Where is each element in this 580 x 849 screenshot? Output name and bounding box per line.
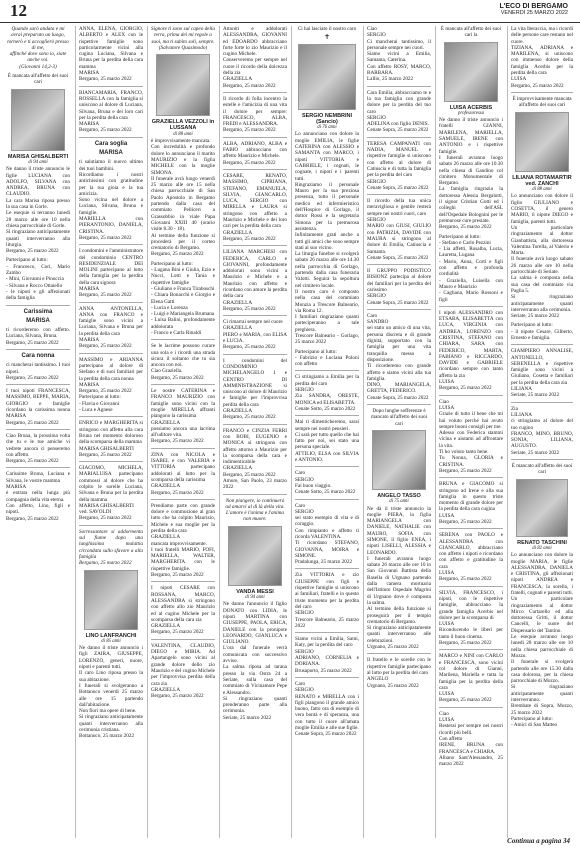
intro-text: È mancata all'affetto dei suoi cari la (440, 26, 503, 39)
deceased-age: di 85 anni (101, 638, 121, 644)
column-3 (147, 26, 215, 838)
deceased-role: professoressa (457, 110, 485, 116)
column-1 (6, 26, 70, 838)
partecipano-list: Partecipano al lutto: - Amici di San Matteo (511, 715, 558, 729)
divider (151, 639, 215, 640)
notice-text: ci mancherai tantissimo. I tuoi nipoti. Bergamo, 25 marzo 2022 (6, 362, 70, 381)
notice-text: Cara Emilia, abbracciamo te e la tua famiglia con grande dolore per la perdita del tuo caro SERGIO ADELINA con figlio DENIS. Cenate Sopra, 25 marzo 2022 (367, 89, 431, 134)
divider (223, 245, 287, 246)
notice-heading: Carissima (23, 308, 53, 315)
divider (511, 402, 573, 403)
divider (223, 137, 287, 138)
obituary-body: Lo annunciano con dolore il figlio GIULIANO e COSETTA, il genero MARIO, il nipote DIEGO e famiglia, parenti tutti. Un particolare ringraziamento al dottor Gianbattista, alla dottoressa Valentina Torella, al Valerio e Marta. Il funerale avrà luogo sabato 26 marzo alle ore 10 nella parrocchiale di Seriate. La salma è composta nella sua casa del commiato via Paglia 5. Si ringraziano anticipatamente quanti interverranno alla cerimonia. Seriate, 25 marzo 2022 (511, 193, 573, 320)
quote: Signore ti sono sul capeo della terra, prima dei mi regole a suoi, ma ti subito soli, sempre. (Salvatore Quasimodo) (151, 26, 215, 51)
divider (151, 499, 215, 500)
partecipano-list: Partecipano al lutto: - Francesco, Cori, Mario Zambo - Mini, Giovanni e Pinuccia - Silvana e Rocco Ottaiello - le nipoti e gli affezionati della famiglia (6, 257, 70, 302)
notice-text: Sorressantare si addormenta sul fiume dopo una lunghissima malattia circondata sullo sfavore a alla famiglia Bergamo, 25 marzo 2022 (79, 528, 143, 567)
notice-text: Attoniti e addolorati ALESSANDRA, GIOVANNI ed EDOARDO abbracciano forte forte lo zio Maurizio e il cugino Michele. Conserveremo per sempre nel cuore il ricordo della dolcezza della zia GRAZIELLA Bergamo, 25 marzo 2022 (223, 26, 287, 89)
intro-text: Dopo lunghe sofferenze è mancato all'affetto dei suoi cari (370, 408, 429, 427)
deceased-age: di 75 anni (389, 499, 409, 505)
notice-text: TERESA CAMPANATI con NADIA, MANUEL e rispettive famiglie si uniscono con affetto al dolore di Catiuscia e di tutta la famiglia per la perdita del caro SERGIO Cenate Sopra, 25 marzo 2022 (367, 140, 431, 191)
intro-text: È mancata all'affetto dei suoi cari (7, 73, 70, 86)
obituary-body: è improvvisamente mancata. Con incredulità e profondo dolore lo annunciano il marito MAURIZIO e la figlia MICHELE con la moglie SIMONA. Il funerale avrà luogo venerdì 25 marzo alle ore 15 nella chiesa parrocchiale di San Paolo Apostolo in Bergamo partendo dalla casa del commiato Pelliceri a Grassobbio in viale Papa Giovanni XXIII 40 (orario visite 8.30 - 18). Al termine della funzione si procederà per il corteo crematorio di Bergamo. Bergamo, 25 marzo 2022 (151, 138, 215, 258)
divider (6, 305, 70, 306)
portrait-photo (515, 112, 569, 172)
notice-text: ANNA ANTONELLA, ANNA con FRANCO e famiglie sono vicini a Luciana, Silvana e Bruna per la perdita della cara MARISA Bergamo, 25 marzo 2022 (79, 305, 143, 350)
notice-text: Riconducendo le liberi per tanto il buon cinema. Bergamo, 25 marzo 2022 (439, 627, 503, 647)
notice-text: Caro SERGIO Fai buon viaggio. Cenate Sotto, 25 marzo 2022 (295, 470, 356, 496)
obituary-body: Ne dà il triste annuncio la moglie PIERA, la figlia MARIANGELA con DANIELE, NATHALIE con MAURO, SOFIA con SIMONE, il figlio ENEA, i nipoti LISELLI, ALESSIA e LEONARDO. I funerali avranno luogo sabato 26 marzo alle ore 10 in San Giovanni Battista della Basella di Urgnano partendo dalla camera mortuaria dell'Istituto Ospedale Magrini di Urgnano dove è composta la salma. Al termine della funzione si proseguirà per il tempio crematorio di Bergamo. Si ringraziano anticipatamente quanti interverranno alle celebrazioni. Urgnano, 25 marzo 2022 (367, 505, 431, 651)
notice-text: LILIANA MARCHESI con FEDERICA, CARLO e GIOVANNI, profondamente addolorati sono vicini a Maurizio e Michele e a Maurizio con affetto e ricordano con amore la perdita della cara GRAZIELLA Bergamo, 25 marzo 2022 (223, 249, 287, 312)
divider (295, 677, 359, 678)
column-5 (291, 26, 359, 838)
notice-text: Ciao LUISA Grazie di tutto il bene che mi hai voluto perché hai avuto sempre buoni consigli per me. Adesso con Federica stammi vicina e aiutami ad affrontare la vita. Ti ho voluto tanto bene. Tu Nonna, GLORIA e CRISTINA. Bergamo, 25 marzo 2022 (439, 398, 503, 474)
deceased-name: LUISA ACERBIS (449, 104, 493, 111)
column-2 (75, 26, 143, 838)
obituary-body: Lo annunciano con dolore la moglie EMILIA, le figlie CATERINA con ALESSIO e SAMANTA con MARCO, i nipoti VITTORIA e GABRIELE, i cognati, le cognate, i nipoti e i parenti tutti. Ringraziamo il personale Mauro per la sua preziosa presenza, tutto il personale medico ed infermieristico dell'Hospice di Gorlago, il dottor Rossi e la segretaria Simona per la premurosa assistenza. Infinitamente grati anche a tutti gli amici che sono sempre stati al suo vicino. La liturgia funebre si svolgerà sabato 26 marzo alle ore 14.30 nella parrocchia di Gorlago, partendo dalla casa funeraria Valotti. Seguirà la sepoltura nel cimitero locale. Il nostro caro è composto nella casa del commiato Monzia a Trescore Balneario, via Roma 12. I familiari ringraziano quanti parteciperanno a tale preghiera. Trescore Balneario - Gorlago, 25 marzo 2022 (295, 131, 359, 346)
column-4 (219, 26, 287, 838)
divider (295, 632, 359, 633)
masthead-title: L'ECO DI BERGAMO (499, 3, 568, 10)
partecipano-list: Partecipano al lutto: - Stefano e Carlo Pezzini - Lia affetti, Rosalba, Lucia, Lauretta, Lugana - Mario, Anna, Corti e figli con affetto e profonda cordialità - Graziella, Luisella con Mauro e Maurizio - Cagliana, Mario Rossoni e figli (439, 233, 503, 303)
intro-text: Ci hai lasciato il nostro caro (297, 26, 357, 32)
divider (79, 461, 143, 462)
notice-text: Ciao SERGIO Ci mancherai tantissimo, il personale sempre nei cuori. Siamo vicini a Emilia, Samanta, Caterina. Con affetto ROSY, MARCO, BARBARA. Lallio, 25 marzo 2022 (367, 26, 431, 83)
notice-text: Ci rimarrai sempre nel cuore GRAZIELLA PIERO e MARIA, con ELISA e LUCIA. Bergamo, 25 marzo 2022 (223, 319, 287, 351)
page-header (0, 0, 580, 23)
divider (439, 395, 503, 396)
obituary-body: Ne danno il triste annuncio i figli ZAIRA, GIUSEPPE, LORENZO, generi, nuore, nipoti e parenti tutti. Il caro Lino riposa presso la sua abitazione. I funerali si svolgeranno a Bottanuco venerdì 25 marzo alle ore 15 partendo dall'abitazione. Non fiori ma opere di bene. Si ringraziano anticipatamente quanti interverranno alla cerimonia cristiana. Bottanuco, 25 marzo 2022 (79, 645, 143, 740)
divider (223, 315, 287, 316)
divider (79, 137, 143, 138)
notice-text: Caro SERGIO RENATO e MIRELLA con i figli piangono il grande amico buono, fatto ora di esempio di vera bontà e di speranza, una con tutto il cuore all'amata moglie Emilia e alle sue figlie. Cenate Sopra, 25 marzo 2022 (295, 680, 359, 738)
divider (295, 370, 359, 371)
deceased-age: di 94 anni (245, 595, 265, 601)
partecipano-list: Partecipano al lutto: - il nipote Cesare, Gilberto, Ernesto e famiglia. (511, 322, 573, 341)
deceased-name: LINO LANFRANCHI (85, 632, 137, 639)
divider (439, 586, 503, 587)
notice-text: Siamo vicini a Emilia, Sami, Katy, per la perdita del caro SERGIO ADRIANO, CORNELIA e DORIANA. Brusaporto, 25 marzo 2022 (295, 636, 359, 674)
divider (367, 264, 431, 265)
obituary-body: Lo annunciano con dolore la moglie MARIA, le figlie ALESSANDRA, DANIELA e CRISTINA, gli affezionati nipoti ANDREA e FRANCESCA, la sorella, i fratelli, cognati e parenti tutti. Un particolare ringraziamento al dottor Mirco Curtarello ed alla dottoressa Gritti, il dottor Cancelli, le suore del Dispensario del Tantino. Le esequie avranno luogo lunedì 28 marzo alle ore 10 nella chiesa parrocchiale di Mozzo. Il funerale si svolgerà partendo alle ore 15.30 dalla casa dolorosa, per la chiesa parrocchiale di Mozzo. Si ringraziano anticipatamente quanti interverranno. Brembate di Sopra, Mozzo, 25 marzo 2022 (511, 552, 573, 716)
notice-text: Il fratello e le sorelle con le rispettive famiglie partecipano al lutto per la perdita del caro ANGELO Urgnano, 25 marzo 2022 (367, 657, 431, 689)
divider (295, 499, 359, 500)
divider (367, 194, 431, 195)
divider (439, 707, 503, 708)
portrait-photo (228, 526, 282, 586)
quote: Quando sarò andata e mi avrai preparato un luogo, tornerò e ti accoglierò presso di me, affinché dove sono io, siate anche voi. (Giovanni 14,2-3) (7, 26, 69, 70)
notice-text: SERENA con PAOLO e ALESSANDRA con GIANCARLO, abbracciano con affetto i nipoti e ricordano con affetto e gratitudine la cara LUISA Bergamo, 25 marzo 2022 (439, 532, 503, 583)
masthead-date: VENERDÌ 25 MARZO 2022 (500, 10, 568, 16)
deceased-name: GRAZIELLA VEZZOLI in LUSSANA (151, 119, 215, 132)
notice-text: ANNA, ELENA, GIORGIO, ALBERTO e ALEX con le rispettive famiglie sono particolarmente vicini alla cugina Luciana, Silvana e Bruna per la perdita della cara mamma MARISA Bergamo, 25 marzo 2022 (79, 26, 143, 83)
portrait-photo (84, 570, 138, 630)
divider (367, 86, 431, 87)
notice-text: Ciao LUISA Resterai per sempre nei nostri ricordi più belli. Con affetto IRENE, BRUNA con FRANCESCA e CHIARA. Albano Sant'Alessandro, 25 marzo 2022 (439, 710, 503, 768)
divider (511, 92, 573, 93)
divider (223, 169, 287, 170)
divider (79, 302, 143, 303)
notice-text: Ci stringiamo a Emilia per la perdita del caro SERGIO Zia SANDRA, ORESTE, MONICA ed ELISABETTA. Cenate Sotto, 25 marzo 2022 (295, 374, 359, 412)
partecipano-list: Partecipano al lutto: - Fabrizio e Luciana Poloni con affetto (295, 348, 359, 368)
notice-text: ALBA, ADRIANO, ALBA e FABIO abbracciano con affetto Maurizio e Michele. Bergamo, 25 marzo 2022 (223, 140, 287, 166)
notice-text: FRANCO e CINZIA FERRI con BOBI, EUGENIO e MONICA si stringono con affetto attorno a Maurizio per la scomparsa della cara e indimenticabile GRAZIELLA Bergamo, 25 marzo 2022 (223, 427, 287, 478)
notice-text: Carissime Bruna, Luciana e Silvana, le vostre mamma MARISA è entrata nella lunga più compagnia della vita eterna. Con affetto, Lino, figli e nipoti. Bergamo, 25 marzo 2022 (6, 471, 70, 522)
divider (223, 494, 287, 495)
divider (151, 581, 215, 582)
portrait-photo (11, 89, 65, 151)
notice-text: Il ricordo di folla incentro la estelle e l'amicizia di una vita il dolore per sempre: FRANCESCO, ALBA, FREDI e ALESSANDRA. Bergamo, 25 marzo 2022 (223, 95, 287, 134)
divider (367, 309, 431, 310)
obituary-body: Ne danno il triste annuncio le figlie LUCIANA con ADOLFO, SILVANA con ANDREA, BRUNA con CLAUDIO. La cara Marisa riposa presso la sua casa in Gorle. Le esequie si terranno lunedì 28 marzo alle ore 10 nella chiesa parrocchiale di Gorle. Si ringraziano anticipatamente quanti interverranno alla liturgia. Bergamo, 25 marzo 2022 (6, 166, 70, 255)
divider (223, 92, 287, 93)
divider (79, 86, 143, 87)
notice-text: Zia VITTORIA e zio GIUSEPPE con figli e rispettive famiglie si uniscono ai familiari, fratelli e in questo triste momento per la perdita del caro SERGIO Trescore Balneario, 25 marzo 2022 (295, 572, 359, 629)
divider (511, 459, 573, 460)
notice-text: GIACOMO, MICHELA, MARIALUISA partecipano commossi al dolore che ha colpito le sorelle Luciana, Silvana e Bruna per la perdita della mamma MARISA GHISALBERTI ved. SAVOLDI Bergamo, 25 marzo 2022 (79, 465, 143, 522)
deceased-age: di 88 anni (173, 131, 193, 137)
notice-text: Il ricordo della tua unica meravigliosa e gentile resterà sempre nei nostri cuori, caro SERGIO MARIO con GIUSI, GIULIO con PATRIZIA, DAVIDE con MAURA si stringono al dolore di Emilia, Catiuscia e Samanta. Cenate Sopra, 25 marzo 2022 (367, 198, 431, 261)
notice-text: GIAMPIERO ANNALISE, ANTONELLO, SERENELLA e rispettive famiglie sono vicini a Giuliano, Cosetta e familiari per la perdita della cara zia LILIANA Seriate, 25 marzo 2022 (511, 348, 573, 399)
deceased-age: di 82 anni (532, 545, 552, 551)
notice-text: CESARE, RENATO, MASSIMO, CIPRIANA, STEFANO, EMANUELA, SILVIA, GIANCARLO, LUCA, SERGIO con MIRELLA e LAURA si stringono con affetto a Maurizio e Michele e dei loro cari per la perdita della cara GRAZIELLA Bergamo, 25 marzo 2022 (223, 172, 287, 242)
intro-text: È improvvisamente mancata all'affetto dei suoi cari (512, 95, 573, 109)
divider (79, 353, 143, 354)
notice-text: VALENTINA, CLAUDIO, DIEGO e MIRIA. Ad Apartangelo sono vicini al grande dolore dello zio Maurizio e del cugino Michele per l'improvvisa perdita della cara zia GRAZIELLA Bergamo, 25 marzo 2022 (151, 642, 215, 700)
notice-text: I nipoti CESARE con ROSSANA, MARCO, ALESSANDRA si stringono con affetto allo zio Maurizio ed al cugino Michele per la scomparsa della cara zia GRAZIELLA Bergamo, 25 marzo 2022 (151, 585, 215, 636)
divider (151, 448, 215, 449)
partecipano-list: Partecipano al lutto: - Flavia e Giovanni - Luca e Agnese (79, 394, 121, 414)
notice-text: Zia LILIANA ci stringiamo al dolore del tuo cugino FRANCO, MINO, BRUNO, SONIA, LILIANA, AUGUSTO. Seriate, 25 marzo 2022 (511, 405, 573, 456)
intro-text: È mancato all'affetto dei suoi cari (511, 463, 574, 476)
portrait-photo (156, 54, 210, 116)
divider (6, 349, 70, 350)
divider (151, 384, 215, 385)
notice-text: ZINA con NICOLA e ISABEL e con VALERIA e VITTORIA partecipano addolorati al lutto per la scomparsa della carissima GRAZIELLA Bergamo, 25 marzo 2022 (151, 451, 215, 496)
notice-text: La vita lberaccia, ma i ricordi delle persone care restano nel cuore. TIZIANA, ADRIANA e MARILENA, si uniscono con immenso dolore della famiglia Acerbis per la perdita della cara LUISA Bergamo, 25 marzo 2022 (511, 26, 573, 89)
continue-notice: Continua a pagina 34 (507, 837, 570, 845)
divider (295, 415, 359, 416)
column-6 (363, 26, 431, 838)
notice-text: ENRICO e MARGHERITA si stringono con affetto alla cara Bruna nel momento doloroso della scomparsa della mamma MARISA GHISALBERTI Bergamo, 25 marzo 2022 (79, 420, 143, 458)
notice-text: I condomini e l'amministratore del condominio CENTRO RESIDENZIALE DEI MOLINI partecipano al lutto della famiglia per la perdita della cara signora MARISA Bergamo, 25 marzo 2022 (79, 248, 143, 299)
portrait-photo (298, 44, 356, 110)
divider (367, 137, 431, 138)
notice-text: Caro SANDRO sei stato un amico di una vita, persona discreta e di grande dignità, sopportato con la famiglia per una vita tranquilla messo a disposizione. Ti ricorderemo con grande affetto e siamo vicini alla tua famiglia. DINO, MARIANGELA, GRETTA, FEDERICO. Cenate Sopra, 25 marzo 2022 (367, 312, 431, 401)
portrait-photo (516, 479, 568, 537)
column-8 (507, 26, 573, 838)
notice-text: MASSIMO e ARIANNA partecipano al dolore di Stefano e di suoi familiari per la perdita della cara nonna MARISA Bergamo, 25 marzo 2022 (79, 356, 143, 395)
notice-text: Caro SERGIO sei stato esempio di vita e di coraggio. Con rimpianto e affetto ti ricorda VALENTINA. Ti ricordano STEFANO, GIOVANNA, MOIRA e SIMONE. Pradalunga, 25 marzo 2022 (295, 502, 359, 566)
notice-text: Prendiamo parte con grande dolore e commozione al gran lutto che ha colpito Maurizio, Michele e sua moglie per la perdita della cara GRAZIELLA mancata improvvisamente. I tuoi fratelli MARIO, FOFI, MARIELLA, WALTER, MARGHERITA con le rispettive famiglie. Bergamo, 25 marzo 2022 (151, 502, 215, 579)
notice-text: MARCO e NINI con CARLO e FRANCESCA, sono vicini col dolore di Gianni, Marilena, Mariella e tutta la famiglia per la perdita della cara LUISA Bergamo, 25 marzo 2022 (439, 653, 503, 704)
notice-text: ti ricorderemo con affetto. Luciana, Silvana, Bruna. Bergamo, 25 marzo 2022 (6, 327, 70, 346)
divider (439, 528, 503, 529)
notice-text: SILVIA, FRANCESCO, i nipoti, con le rispettive famiglie, abbracciano la grande famiglia Acerbis nel dolore per la scomparsa di LUISA (439, 589, 503, 628)
deceased-name: SERGIO NEMBRINI (Sancio) (301, 112, 353, 125)
divider (6, 467, 70, 468)
partecipano-list: Partecipano al lutto: - Lugana Bini e Giulia, Ezio e Nucci, Lotti e Tania e rispettive famiglie - Giuliano e Franca Tiraboschi - Chiara Bonacchi e Giorgio e Elena Gatti - Lucia e Lorenza - Luigi e Mariangela Brumana - Luisa Balini, profondamente addolorata - Franco e Carla Rinaldi (151, 260, 215, 336)
notice-text: Il GRUPPO PODISTICO BISIONZ partecipa al dolore dei familiari per la perdita del carissimo SERGIO Cenate Sopra, 25 marzo 2022 (367, 268, 431, 306)
deceased-name: RENATO TASCHINI (517, 539, 567, 546)
obituary-body: Ne danno il triste annuncio i fratelli GIANNI, MARILENA, MARIELLA, SAMUELE, IRENE con ANTONIO e i rispettive famiglie. I funerali avranno luogo sabato 26 marzo alle ore 10.30 nella chiesa di Gandino col cimitero Monumentale di Bergamo. La famiglia ringrazia la dottoressa Alessia Bergalotti, il signor Cristian Gotti ed i colleghi dell'ASL dell'Ospedale Bolognini per le premurose cure prestate. Bergamo, 25 marzo 2022 (439, 117, 503, 231)
notice-heading: Cara nonna (21, 352, 55, 359)
cross-icon: ✝ (324, 33, 330, 42)
notice-text: I condomini del CONDOMINIO MICHELANGELO 1 e CENTRO DI AMMINISTRAZIONE si uniscono al dolore di Maurizio e famiglie per l'improvvisa perdita della cara GRAZIELLA Bergamo, 25 marzo 2022 (223, 357, 287, 421)
divider (6, 429, 70, 430)
divider (367, 653, 431, 654)
divider (79, 244, 143, 245)
notice-name: MARISA (26, 317, 50, 324)
divider (223, 354, 287, 355)
notice-text: Ciao Bruna, la prossima volta che tu e le tue amiche vi vedrete ancora ci penseremo con affetto. Bergamo, 25 marzo 2022 (6, 432, 70, 465)
deceased-age: di 76 anni (317, 125, 337, 131)
notice-text: ti salutiamo il nuovo ultimo dei tuoi bambini. Ricordiamo i nostri antichissimi con gratitudine per la tua gioia e la tua amicizia. Sono vicina nel dolore a Luciana, Silvana, Bruna e famiglie. MARIELLA con PIERANTONIO, DANIELA, CRISTINA. Bergamo, 25 marzo 2022 (79, 159, 143, 241)
deceased-name: VANDA MESSI (236, 588, 274, 595)
notice-text: BRUNA e GIACOMO si stringono ad Irene e alla sua famiglia in questo triste momento di grande dolore per la perdita della cara cugina LUISA Bergamo, 25 marzo 2022 (439, 481, 503, 525)
divider (439, 649, 503, 650)
page-number: 12 (10, 1, 27, 20)
divider (295, 466, 359, 467)
deceased-age: di 88 anni (532, 187, 552, 193)
masthead (499, 3, 568, 16)
notice-text: I nipoti ALESSANDRO con ETSABA, ELISABETTA con LUCA, VIRGINIA con ANDREA, LORENZO con CRISTINA, STEFANO con CHIARA, SARA con FEDERICO, MARTA, FABIANO e RICCARDO, DAVIDE e GABRIELE ricordano sempre con tanto affetto la zia LUISA Bergamo, 25 marzo 2022 (439, 309, 503, 392)
notice-name: MARISA (99, 150, 123, 157)
notice-text: BIANCAMARIA, FRANCO, ROSSELLA con la famiglia si uniscono al dolore di Luciana, Silvana, Bruna e dei loro cari per la perdita della cara MARISA Bergamo, 25 marzo 2022 (79, 89, 143, 134)
divider (511, 344, 573, 345)
divider (367, 404, 431, 405)
notice-text: Le nostre CATERINA e FRANCO MAURIZIO con famiglie sono vicini con la moglie MIRELLA affranti piangono la carissima GRAZIELLA possiamo ancora una lacrima all'uditore vita. Bergamo, 25 marzo 2022 (151, 388, 215, 445)
divider (151, 339, 215, 340)
obituary-body: Ne danno l'annuncio il figlio DONATO con LIDIA, le nipoti MARTINA con GIUSEPPE, PAOLA, ERICA, DANIELE con la pronipote LEONARDO, GIANLUCA e GIULIANO. L'ora dal funerale verrà comunicata con successivo avviso. La salma riposa ad tarana presso la via Ostra 24 a Seriate, sulla casa del commiato di Vicinamore Pepe e Alessandro. Si ringraziano quanti prenderanno parte alla cerimonia. Seriate, 25 marzo 2022 (223, 601, 287, 721)
divider (79, 416, 143, 417)
deceased-name: LILIANA ROTAMARTIR ved. ZANCHI (512, 174, 572, 187)
notice-text: I tuoi nipoti FRANCESCA, MASSIMO, BEPPE, MARIA, GIORGIO e famiglie ricordano la carissima nonna MARISA Bergamo, 25 marzo 2022 (6, 388, 70, 426)
divider (223, 424, 287, 425)
divider (79, 525, 143, 526)
divider (439, 306, 503, 307)
notice-text: Amore, San Paolo, 23 marzo 2022 (223, 478, 289, 491)
deceased-age: di 94 anni (28, 159, 48, 165)
divider (6, 384, 70, 385)
notice-text: Se le lacrime possono curare una sola e i ricordi una strada sicura il soltanto che tu sia ancora con noi. Ciao Graziella. Bergamo, 25 marzo 2022 (151, 343, 215, 381)
deceased-name: ANGELO TASSO (377, 492, 421, 499)
deceased-name: MARISA GHISALBERTI (7, 153, 69, 160)
portrait-photo (444, 42, 498, 102)
column-7 (435, 26, 503, 838)
portrait-photo (372, 430, 426, 490)
quote: Non piangere, io continuerò ad amarvi al di là della vita. L'amore è l'anima e l'anima non muore. (225, 497, 285, 523)
notice-text: Mai ti dimenticheremo, sarai sempre nei nostri pensieri. Ci sarà per tutto quello che hai fatto per noi, sei stato una persona speciale. ATTILIO, ELSA con SILVIA e ANTONIO. (295, 419, 359, 464)
notice-heading: Cara soglia (94, 140, 128, 147)
divider (439, 477, 503, 478)
divider (295, 568, 359, 569)
